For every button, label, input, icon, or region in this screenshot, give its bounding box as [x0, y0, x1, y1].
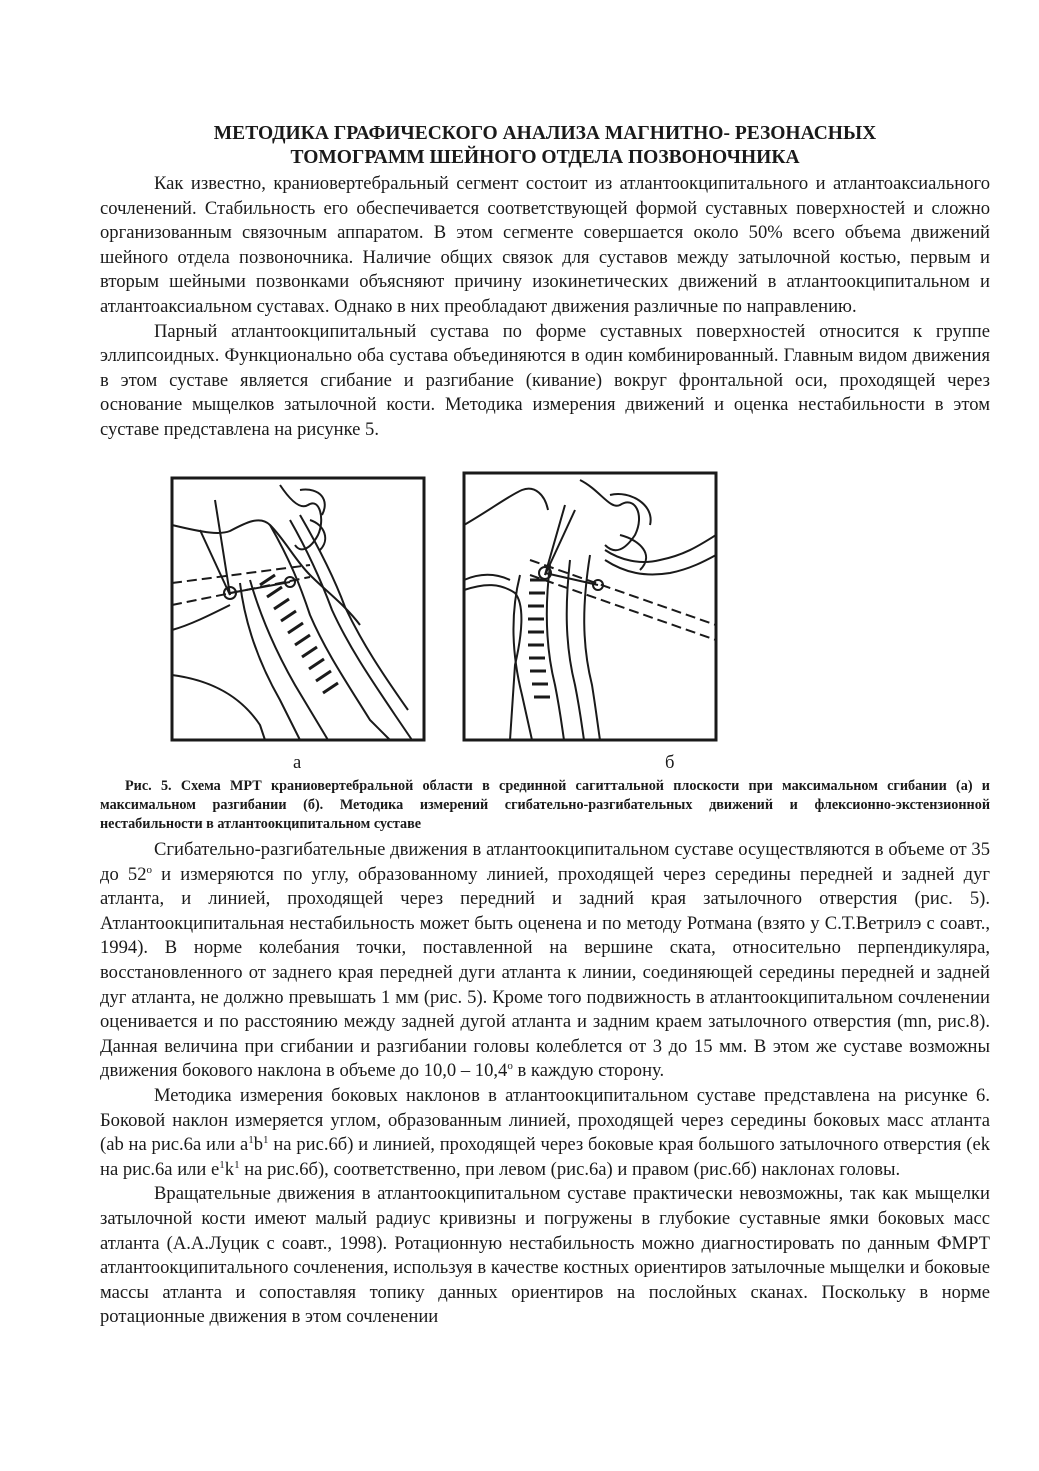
- body-continued: [100, 838, 990, 1330]
- degree-superscript-2: o: [507, 1060, 513, 1073]
- superscript-2: 1: [263, 1133, 269, 1146]
- figure-label-b: б: [665, 752, 675, 773]
- superscript-1: 1: [248, 1133, 254, 1146]
- degree-superscript: o: [146, 863, 153, 876]
- mri-schematic-figure: [150, 465, 910, 755]
- paragraph-1: [100, 172, 990, 443]
- document-title-line-1: МЕТОДИКА ГРАФИЧЕСКОГО АНАЛИЗА МАГНИТНО- РЕЗОНАСНЫХ: [213, 123, 877, 144]
- superscript-4: 1: [234, 1158, 240, 1171]
- paragraph-3-part-2: и измеряются по углу, образованному линией, проходящей через середины передней и задней дуг атланта, и линией, проходящей через передний и задний края затылочного отверстия (рис. 5). Атлантоокципитальная нестабильность может быть оценена и по методу Ротмана (взято у С.Т.Ветрилэ с соавт., 1994). В норме колебания точки, поставленной на вершине ската, относительно перпендикуляра, восстановленного от заднего края передней дуги атланта к линии, соединяющей середины передней и задней дуг атланта, не должно превышать 1 мм (рис. 5). Кроме того подвижность в атлантоокципитальном сочленении оценивается и по расстоянию между задней дугой атланта и задним краем затылочного отверстия (mn, рис.8). Данная величина при сгибании и разгибании головы колеблется от 3 до 15 мм. В этом же суставе возможны движения бокового наклона в объеме до 10,0 – 10,4: [100, 863, 990, 1082]
- paragraph-4-part-1: Методика измерения боковых наклонов в атлантоокципитальном суставе представлена на рисунке 6. Боковой наклон измеряется углом, образованным линией, проходящей через середины боковых масс атланта (ab на рис.6а или a: [100, 1084, 990, 1156]
- superscript-3: 1: [219, 1158, 225, 1171]
- paragraph-1-text: Как известно, краниовертебральный сегмент состоит из атлантоокципитального и атлантоаксиального сочленений. Стабильность его обеспечивается соответствующей формой суставных поверхностей и сложно организованным связочным аппаратом. В этом сегменте совершается около 50% всего объема движений шейного отдела позвоночника. Наличие общих связок для суставов между затылочной костью, первым и вторым шейными позвонками объясняют причину изокинетических движений в атлантоокципитальном и атлантоаксиальном суставах. Однако в них преобладают движения различные по направлению.: [100, 173, 990, 317]
- panel-a-drawing: [172, 478, 424, 740]
- figure-caption-text: Рис. 5. Схема МРТ краниовертебральной области в срединной сагиттальной плоскости при максимальном сгибании (а) и максимальном разгибании (б). Методика измерений сгибательно-разгибательных движений и флексионно-экстензионной нестабильности в атлантоокципитальном суставе: [100, 778, 990, 832]
- figure-caption: [100, 777, 990, 834]
- paragraph-2-text: Парный атлантоокципитальный сустава по форме суставных поверхностей относится к группе эллипсоидных. Функционально оба сустава объединяются в один комбинированный. Главным видом движения в этом суставе является сгибание и разгибание (кивание) вокруг фронтальной оси, проходящей через основание мыщелков затылочной кости. Методика измерения движений и оценка нестабильности в этом суставе представлена на рисунке 5.: [100, 320, 990, 440]
- paragraph-3: [100, 838, 990, 1084]
- paragraph-4-part-4: k: [224, 1158, 235, 1180]
- paragraph-4-part-3: на рис.6б) и линией, проходящей через боковые края большого затылочного отверстия (ek на рис.6а или e: [100, 1134, 991, 1180]
- paragraph-4: [100, 1084, 990, 1182]
- paragraph-3-part-3: в каждую сторону.: [512, 1060, 665, 1082]
- document-title-line-2: ТОМОГРАММ ШЕЙНОГО ОТДЕЛА ПОЗВОНОЧНИКА: [290, 147, 800, 168]
- paragraph-3-part-1: Сгибательно-разгибательные движения в атлантоокципитальном суставе осуществляются в объеме от 35 до 52: [100, 839, 990, 885]
- paragraph-4-part-5: на рис.6б), соответственно, при левом (рис.6а) и правом (рис.6б) наклонах головы.: [239, 1158, 901, 1180]
- paragraph-4-part-2: b: [253, 1134, 264, 1156]
- panel-b-drawing: [464, 473, 716, 740]
- figure-label-a: а: [293, 752, 302, 773]
- paragraph-5: Вращательные движения в атлантоокципитальном суставе практически невозможны, так как мыщелки затылочной кости имеют малый радиус кривизны и погружены в глубокие суставные ямки боковых масс атланта (А.А.Луцик с соавт., 1998). Ротационную нестабильность можно диагностировать по данным ФМРТ атлантоокципитального сочленения, используя в качестве костных ориентиров затылочные мыщелки и боковые массы атланта и сопоставляя топику данных ориентиров на послойных сканах. Поскольку в норме ротационные движения в этом сочленении: [100, 1183, 990, 1328]
